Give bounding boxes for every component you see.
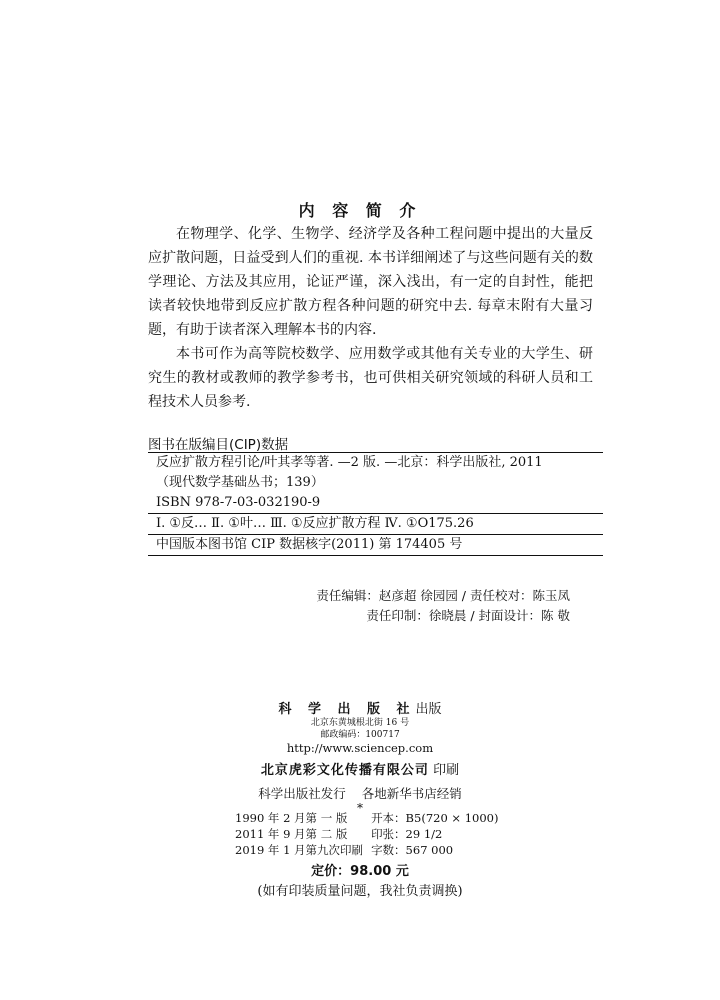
credits-editors: 责任编辑：赵彦超 徐园园 / 责任校对：陈玉凤 [316,588,570,603]
publisher-address: 北京东黄城根北街 16 号 [310,718,410,728]
cip-line-isbn: ISBN 978-7-03-032190-9 [156,495,321,510]
edition-detail: 字数：567 000 [371,843,454,857]
price-label: 定价： [311,864,351,879]
printer-name: 北京虎彩文化传播有限公司 [260,763,429,778]
edition-detail: 开本：B5(720 × 1000) [371,811,499,825]
publisher-postcode: 邮政编码：100717 [320,730,400,740]
seller: 各地新华书店经销 [361,786,462,801]
publisher-block [0,698,720,814]
edition-date: 2011 年 9 月第 二 版 [235,827,348,841]
star-mark: * [357,801,363,815]
printer-suffix: 印刷 [433,763,460,778]
edition-row [235,826,506,842]
usage-paragraph [148,342,593,414]
cip-line-title: 反应扩散方程引论/叶其孝等著. —2 版. —北京：科学出版社, 2011 [156,455,543,470]
summary-title: 内 容 简 介 [298,201,422,220]
edition-row [235,842,506,858]
edition-table [235,810,506,858]
cip-line-series: （现代数学基础丛书；139） [156,475,324,490]
cip-line-classification: Ⅰ. ①反… Ⅱ. ①叶… Ⅲ. ①反应扩散方程 Ⅳ. ①O175.26 [156,516,474,531]
usage-text: 本书可作为高等院校数学、应用数学或其他有关专业的大学生、研究生的教材或教师的教学参考书，也可供相关研究领域的科研人员和工程技术人员参考. [148,346,593,410]
credits-print: 责任印制：徐晓晨 / 封面设计：陈 敬 [366,608,570,623]
price-line [0,860,720,879]
summary-paragraph [148,222,593,342]
publisher-name: 科 学 出 版 社 [278,702,416,717]
cip-line-record: 中国版本图书馆 CIP 数据核字(2011) 第 174405 号 [156,537,463,552]
edition-row [235,810,506,826]
publisher-url: http://www.sciencep.com [286,741,434,755]
price-value: 98.00 元 [350,864,409,879]
cip-box [148,452,603,556]
cip-heading: 图书在版编目(CIP)数据 [148,437,289,453]
edition-date: 2019 年 1 月第九次印刷 [235,843,364,857]
edition-detail: 印张：29 1/2 [371,827,443,841]
distributor: 科学出版社发行 [258,786,346,801]
publisher-suffix: 出版 [415,702,442,717]
summary-text: 在物理学、化学、生物学、经济学及各种工程问题中提出的大量反应扩散问题，日益受到人们的重视. 本书详细阐述了与这些问题有关的数学理论、方法及其应用，论证严谨，深入浅出，有一定的自封性，能把读者较快地带到反应扩散方程各种问题的研究中去. 每章末附有大量习题，有助于读者深入理解本书的内容. [148,226,593,338]
quality-notice: (如有印装质量问题，我社负责调换) [257,884,463,899]
edition-date: 1990 年 2 月第 一 版 [235,811,348,825]
